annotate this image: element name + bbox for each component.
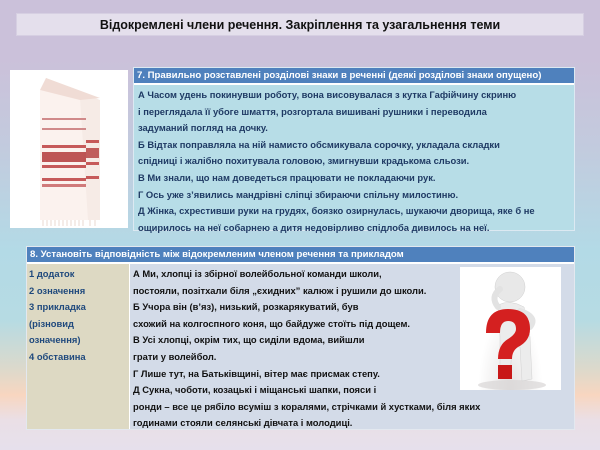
option-item: означення) xyxy=(29,334,81,346)
example-line: грати у волейбол. xyxy=(133,350,217,362)
option-item: 4 обставина xyxy=(29,350,86,362)
thinking-figure-question-mark-image xyxy=(460,267,561,390)
option-item: 3 прикладка xyxy=(29,301,86,313)
task-7-line: Б Відтак поправляла на ній намисто обсмикувала сорочку, укладала складки xyxy=(138,138,500,150)
task-8-options-column xyxy=(27,264,130,429)
task-7-line: Г Ось уже з’явились мандрівні сліпці збираючи спільну милостиню. xyxy=(138,188,459,200)
option-item: 2 означення xyxy=(29,284,86,296)
example-line: Б Учора він (в’яз), низький, розкарякуватий, був xyxy=(133,301,359,313)
task-7-sentences xyxy=(134,85,574,236)
task-8-header: 8. Установіть відповідність між відокремленим членом речення та прикладом xyxy=(27,247,574,264)
example-line: В Усі хлопці, окрім тих, що сиділи вдома, вийшли xyxy=(133,334,365,346)
example-line: ронди – все це рябіло всуміш з коралями, стрічками й хустками, біля яких xyxy=(133,400,481,412)
option-item: (різновид xyxy=(29,317,74,329)
task-7-line: Д Жінка, схрестивши руки на грудях, боязко озирнулась, шукаючи дворища, яке б не xyxy=(138,205,535,217)
slide-title-text: Відокремлені члени речення. Закріплення та узагальнення теми xyxy=(99,17,501,32)
task-7-line: і переглядала її убоге шмаття, розгортала вишивані рушники і переводила xyxy=(138,105,487,117)
task-7-panel xyxy=(133,67,575,231)
task-7-header: 7. Правильно розставлені розділові знаки в реченні (деякі розділові знаки опущено) xyxy=(134,68,574,85)
option-item: 1 додаток xyxy=(29,268,75,279)
task-7-line: задуманий погляд на дочку. xyxy=(138,122,268,134)
example-line: Г Лише тут, на Батьківщині, вітер має присмак степу. xyxy=(133,367,380,379)
example-line: годинами стояли селянські дівчата і молодиці. xyxy=(133,417,353,429)
example-line: постояли, позітхали біля „єхидних” калюж і рушили до школи. xyxy=(133,284,427,296)
slide-title xyxy=(16,13,584,36)
task-7-line: А Часом удень покинувши роботу, вона висовувалася з кутка Гафійчину скриню xyxy=(138,89,517,100)
example-line: Д Сукна, чоботи, козацькі і міщанські шапки, пояси і xyxy=(133,384,377,396)
task-7-line: В Ми знали, що нам доведеться працювати не покладаючи рук. xyxy=(138,171,436,183)
embroidered-towel-image xyxy=(10,70,128,228)
example-line: А Ми, хлопці із збірної волейбольної команди школи, xyxy=(133,268,382,279)
task-7-line: ощирилось на неї собарнею а дитя недовірливо спідлоба дивилось на неї. xyxy=(138,221,490,233)
example-line: схожий на колгоспного коня, що байдуже стоїть під дощем. xyxy=(133,317,411,329)
task-7-line: спідниці і жалібно похитувала головою, змигнувши крадькома сльози. xyxy=(138,155,470,167)
